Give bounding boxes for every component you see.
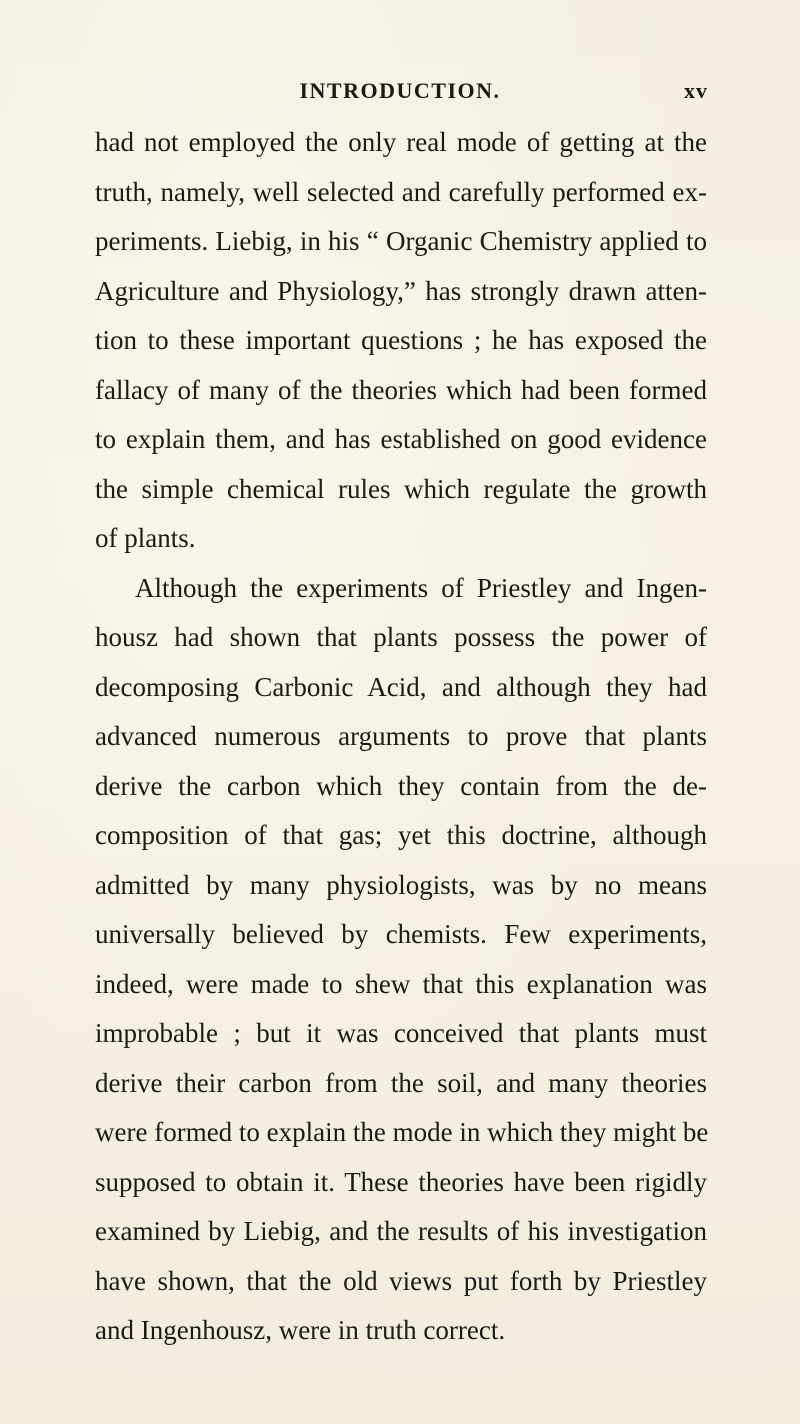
- text-line: improbable ; but it was conceived that plants must: [95, 1018, 707, 1048]
- text-line: housz had shown that plants possess the power of: [95, 622, 707, 652]
- body-text: [95, 118, 707, 1356]
- text-line: periments. Liebig, in his “ Organic Chemistry applied to: [95, 226, 707, 256]
- text-line: decomposing Carbonic Acid, and although they had: [95, 671, 707, 702]
- text-line: had not employed the only real mode of getting at the: [95, 127, 707, 157]
- running-title: INTRODUCTION.: [299, 78, 501, 103]
- text-line: examined by Liebig, and the results of his investigation: [95, 1216, 707, 1246]
- paragraph-start-line: Although the experiments of Priestley and Ingen-: [135, 572, 707, 603]
- page-number: xv: [684, 78, 708, 103]
- text-line: of plants.: [95, 523, 196, 553]
- text-line: truth, namely, well selected and carefully performed ex-: [95, 176, 707, 207]
- text-line: derive the carbon which they contain from the de-: [95, 770, 707, 801]
- text-line: advanced numerous arguments to prove that plants: [95, 721, 707, 751]
- text-line: supposed to obtain it. These theories have been rigidly: [95, 1166, 707, 1197]
- text-line: tion to these important questions ; he has exposed the: [95, 325, 707, 355]
- text-line: admitted by many physiologists, was by no means: [95, 869, 707, 900]
- text-line: universally believed by chemists. Few experiments,: [95, 919, 707, 949]
- text-line: the simple chemical rules which regulate the growth: [95, 473, 707, 504]
- text-line: fallacy of many of the theories which had been formed: [95, 374, 707, 405]
- page-header: [0, 74, 800, 114]
- text-line: were formed to explain the mode in which they might be: [95, 1117, 709, 1147]
- text-line: have shown, that the old views put forth by Priestley: [95, 1265, 707, 1296]
- text-line: indeed, were made to shew that this explanation was: [95, 968, 707, 999]
- text-line: derive their carbon from the soil, and many theories: [95, 1067, 707, 1098]
- text-line: and Ingenhousz, were in truth correct.: [95, 1315, 506, 1345]
- text-line: Agriculture and Physiology,” has strongly drawn atten-: [95, 275, 707, 306]
- text-line: composition of that gas; yet this doctrine, although: [95, 820, 707, 850]
- text-line: to explain them, and has established on good evidence: [95, 424, 707, 454]
